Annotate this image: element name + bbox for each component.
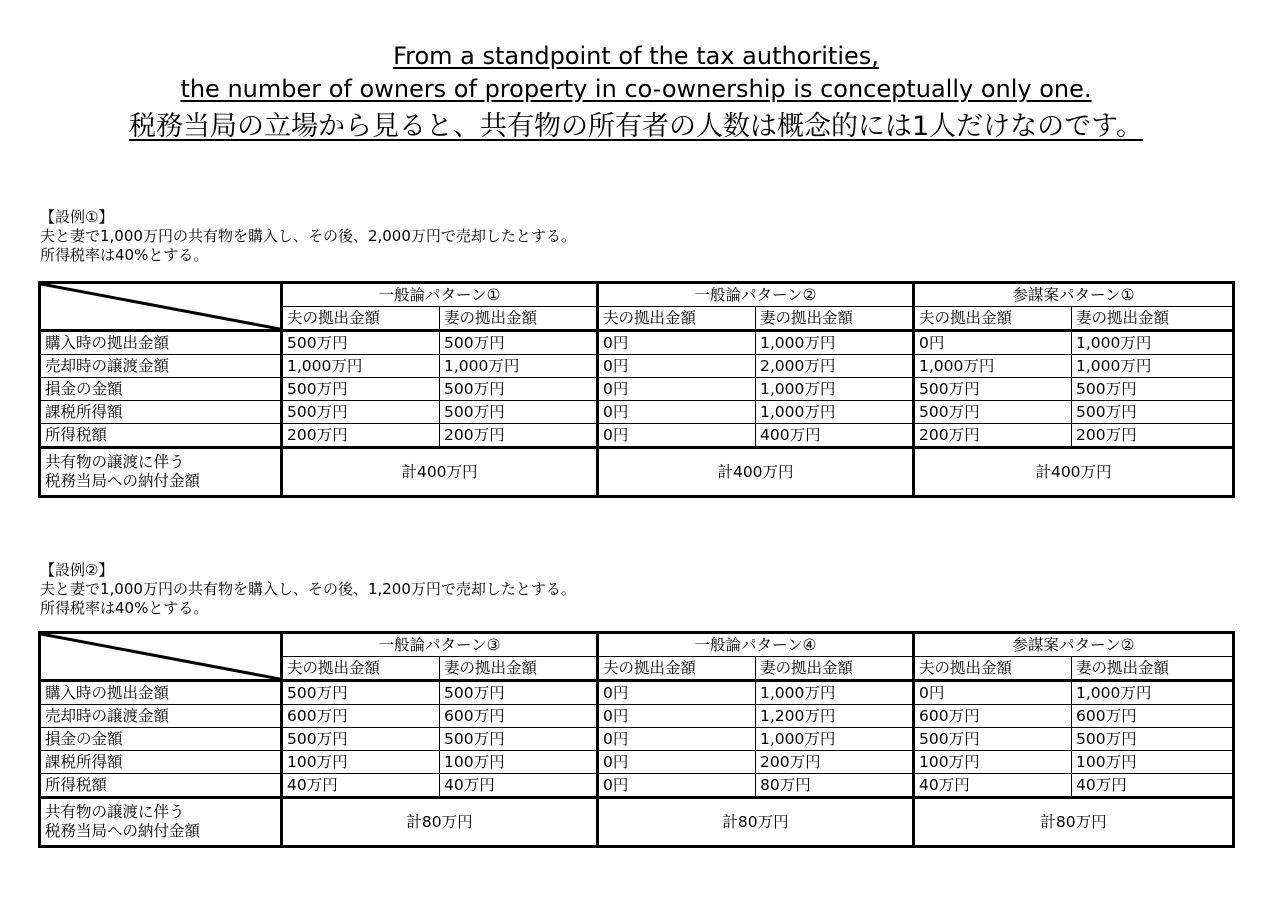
- value-cell: 1,000万円: [282, 355, 440, 378]
- case-2-description: [40, 561, 576, 618]
- pattern-header: 参謀案パターン①: [914, 283, 1234, 307]
- row-label: 購入時の拠出金額: [40, 331, 282, 355]
- total-label-line-1: 共有物の譲渡に伴う: [45, 453, 185, 471]
- value-cell: 500万円: [282, 401, 440, 424]
- value-cell: 500万円: [440, 331, 598, 355]
- row-label: 所得税額: [40, 424, 282, 448]
- value-cell: 1,000万円: [756, 331, 914, 355]
- subheader-cell: 妻の拠出金額: [1072, 657, 1234, 681]
- value-cell: 200万円: [282, 424, 440, 448]
- value-cell: 2,000万円: [756, 355, 914, 378]
- row-label: 売却時の譲渡金額: [40, 355, 282, 378]
- value-cell: 100万円: [914, 751, 1072, 774]
- value-cell: 40万円: [914, 774, 1072, 798]
- subheader-cell: 夫の拠出金額: [282, 307, 440, 331]
- value-cell: 500万円: [440, 401, 598, 424]
- table-row: [40, 728, 1234, 751]
- value-cell: 400万円: [756, 424, 914, 448]
- case-1-heading: 【設例①】: [40, 208, 114, 226]
- case-1-description: [40, 208, 576, 265]
- value-cell: 0円: [598, 331, 756, 355]
- table-row: [40, 331, 1234, 355]
- value-cell: 500万円: [914, 728, 1072, 751]
- value-cell: 0円: [914, 681, 1072, 705]
- value-cell: 40万円: [1072, 774, 1234, 798]
- value-cell: 500万円: [1072, 728, 1234, 751]
- value-cell: 500万円: [282, 728, 440, 751]
- subheader-cell: 夫の拠出金額: [598, 307, 756, 331]
- value-cell: 0円: [598, 728, 756, 751]
- value-cell: 40万円: [282, 774, 440, 798]
- total-cell: 計400万円: [282, 448, 598, 497]
- subheader-cell: 妻の拠出金額: [756, 307, 914, 331]
- value-cell: 500万円: [282, 378, 440, 401]
- diagonal-line: [41, 634, 280, 679]
- value-cell: 1,000万円: [1072, 681, 1234, 705]
- row-label: 売却時の譲渡金額: [40, 705, 282, 728]
- table-row: [40, 424, 1234, 448]
- total-row: [40, 798, 1234, 847]
- subheader-cell: 妻の拠出金額: [440, 657, 598, 681]
- value-cell: 0円: [598, 424, 756, 448]
- value-cell: 600万円: [1072, 705, 1234, 728]
- value-cell: 500万円: [282, 331, 440, 355]
- total-cell: 計400万円: [914, 448, 1234, 497]
- pattern-header: 一般論パターン②: [598, 283, 914, 307]
- value-cell: 100万円: [282, 751, 440, 774]
- total-cell: 計400万円: [598, 448, 914, 497]
- case-2-line-1: 夫と妻で1,000万円の共有物を購入し、その後、1,200万円で売却したとする。: [40, 580, 576, 598]
- table-row: [40, 705, 1234, 728]
- subheader-cell: 夫の拠出金額: [282, 657, 440, 681]
- value-cell: 1,000万円: [756, 401, 914, 424]
- subheader-cell: 夫の拠出金額: [598, 657, 756, 681]
- diagonal-line: [41, 284, 280, 329]
- page-title-block: [0, 40, 1272, 146]
- total-row-label: [40, 798, 282, 847]
- table-row: [40, 681, 1234, 705]
- row-label: 損金の金額: [40, 378, 282, 401]
- row-label: 課税所得額: [40, 401, 282, 424]
- pattern-header: 一般論パターン③: [282, 633, 598, 657]
- value-cell: 80万円: [756, 774, 914, 798]
- total-cell: 計80万円: [282, 798, 598, 847]
- value-cell: 1,000万円: [440, 355, 598, 378]
- subheader-cell: 夫の拠出金額: [914, 657, 1072, 681]
- value-cell: 500万円: [282, 681, 440, 705]
- total-row: [40, 448, 1234, 497]
- value-cell: 1,000万円: [756, 728, 914, 751]
- pattern-header: 一般論パターン①: [282, 283, 598, 307]
- total-label-line-1: 共有物の譲渡に伴う: [45, 803, 185, 821]
- value-cell: 1,200万円: [756, 705, 914, 728]
- total-cell: 計80万円: [914, 798, 1234, 847]
- corner-diagonal-cell: [40, 283, 282, 331]
- value-cell: 200万円: [756, 751, 914, 774]
- value-cell: 40万円: [440, 774, 598, 798]
- value-cell: 100万円: [1072, 751, 1234, 774]
- value-cell: 0円: [598, 751, 756, 774]
- title-japanese: 税務当局の立場から見ると、共有物の所有者の人数は概念的には1人だけなのです。: [128, 111, 1144, 142]
- value-cell: 0円: [598, 378, 756, 401]
- value-cell: 500万円: [914, 401, 1072, 424]
- total-label-line-2: 税務当局への納付金額: [45, 472, 201, 490]
- value-cell: 0円: [598, 774, 756, 798]
- subheader-cell: 妻の拠出金額: [1072, 307, 1234, 331]
- row-label: 購入時の拠出金額: [40, 681, 282, 705]
- case-1-line-2: 所得税率は40%とする。: [40, 246, 209, 264]
- title-english-line-2: the number of owners of property in co-ownership is conceptually only one.: [180, 75, 1092, 103]
- value-cell: 100万円: [440, 751, 598, 774]
- value-cell: 500万円: [440, 728, 598, 751]
- value-cell: 500万円: [1072, 378, 1234, 401]
- value-cell: 1,000万円: [1072, 355, 1234, 378]
- case-1-table: [38, 281, 1235, 498]
- case-2-table: [38, 631, 1235, 848]
- value-cell: 600万円: [440, 705, 598, 728]
- value-cell: 1,000万円: [914, 355, 1072, 378]
- value-cell: 500万円: [914, 378, 1072, 401]
- value-cell: 600万円: [914, 705, 1072, 728]
- case-2-heading: 【設例②】: [40, 561, 114, 579]
- value-cell: 1,000万円: [1072, 331, 1234, 355]
- value-cell: 500万円: [440, 378, 598, 401]
- title-english-line-1: From a standpoint of the tax authorities,: [393, 42, 879, 70]
- value-cell: 500万円: [1072, 401, 1234, 424]
- total-label-line-2: 税務当局への納付金額: [45, 822, 201, 840]
- value-cell: 1,000万円: [756, 378, 914, 401]
- case-1-line-1: 夫と妻で1,000万円の共有物を購入し、その後、2,000万円で売却したとする。: [40, 227, 576, 245]
- row-label: 損金の金額: [40, 728, 282, 751]
- table-row: [40, 774, 1234, 798]
- pattern-header: 参謀案パターン②: [914, 633, 1234, 657]
- subheader-cell: 妻の拠出金額: [756, 657, 914, 681]
- table-row: [40, 401, 1234, 424]
- value-cell: 200万円: [440, 424, 598, 448]
- row-label: 課税所得額: [40, 751, 282, 774]
- value-cell: 0円: [598, 401, 756, 424]
- total-row-label: [40, 448, 282, 497]
- subheader-cell: 夫の拠出金額: [914, 307, 1072, 331]
- value-cell: 0円: [598, 355, 756, 378]
- table-row: [40, 751, 1234, 774]
- subheader-cell: 妻の拠出金額: [440, 307, 598, 331]
- corner-diagonal-cell: [40, 633, 282, 681]
- value-cell: 600万円: [282, 705, 440, 728]
- value-cell: 1,000万円: [756, 681, 914, 705]
- row-label: 所得税額: [40, 774, 282, 798]
- total-cell: 計80万円: [598, 798, 914, 847]
- pattern-header: 一般論パターン④: [598, 633, 914, 657]
- value-cell: 0円: [598, 705, 756, 728]
- value-cell: 0円: [914, 331, 1072, 355]
- value-cell: 200万円: [914, 424, 1072, 448]
- value-cell: 200万円: [1072, 424, 1234, 448]
- table-row: [40, 378, 1234, 401]
- value-cell: 0円: [598, 681, 756, 705]
- value-cell: 500万円: [440, 681, 598, 705]
- table-row: [40, 355, 1234, 378]
- case-2-line-2: 所得税率は40%とする。: [40, 599, 209, 617]
